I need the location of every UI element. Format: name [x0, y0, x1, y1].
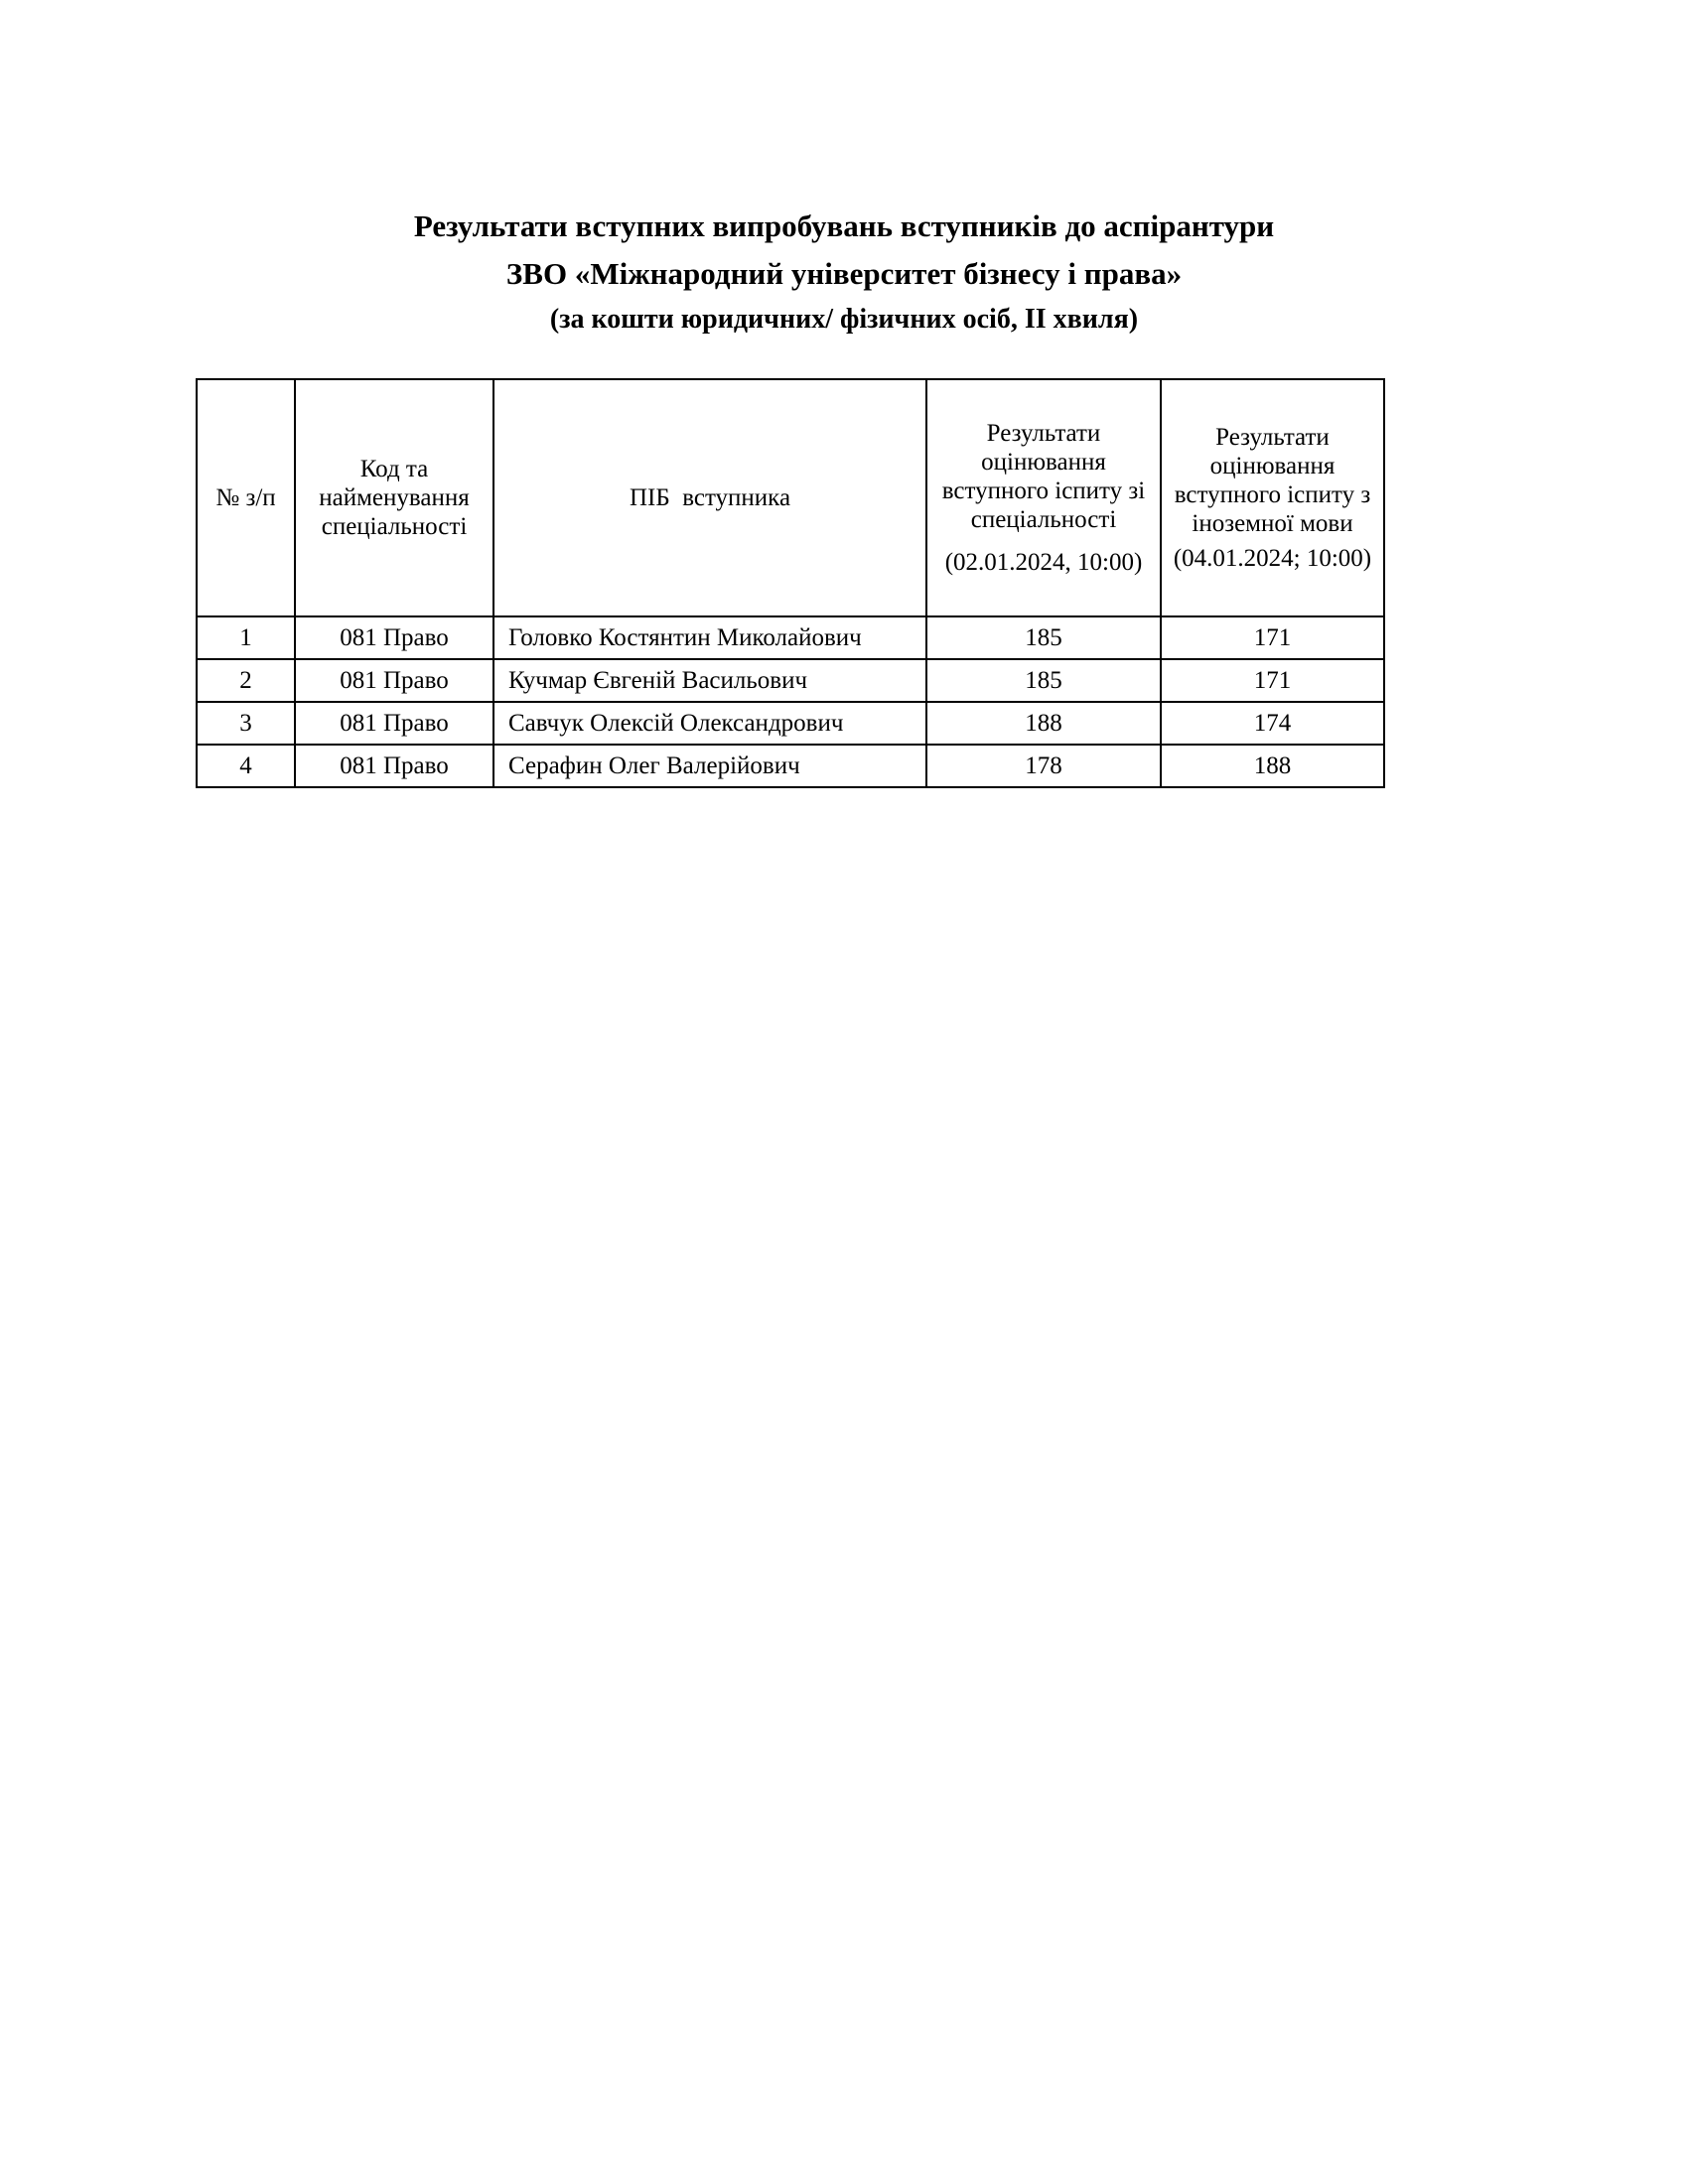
cell-exam-language: 174	[1161, 702, 1384, 745]
header-exam-language	[1161, 379, 1384, 616]
cell-exam-language: 188	[1161, 745, 1384, 787]
cell-number: 3	[197, 702, 295, 745]
cell-number: 4	[197, 745, 295, 787]
cell-exam-language: 171	[1161, 659, 1384, 702]
header-exam-specialty	[926, 379, 1161, 616]
header-name	[493, 379, 926, 616]
cell-specialty: 081 Право	[295, 659, 493, 702]
cell-name: Головко Костянтин Миколайович	[493, 616, 926, 659]
table-row	[197, 659, 1384, 702]
header-exam-specialty-label: Результати оцінювання вступного іспиту зі спеціальності	[941, 420, 1146, 533]
header-number-label: № з/п	[215, 484, 276, 511]
header-specialty-label: Код та найменування спеціальності	[319, 456, 470, 540]
header-specialty	[295, 379, 493, 616]
table-row	[197, 745, 1384, 787]
table-row	[197, 702, 1384, 745]
cell-exam-specialty: 185	[926, 616, 1161, 659]
results-table	[196, 378, 1385, 788]
table-row	[197, 616, 1384, 659]
cell-exam-specialty: 178	[926, 745, 1161, 787]
cell-exam-specialty: 188	[926, 702, 1161, 745]
header-number	[197, 379, 295, 616]
title-line-2: ЗВО «Міжнародний університет бізнесу і права»	[505, 256, 1183, 291]
cell-exam-specialty: 185	[926, 659, 1161, 702]
header-exam-specialty-date: (02.01.2024, 10:00)	[944, 549, 1143, 576]
header-name-label: ПІБ вступника	[629, 484, 791, 511]
title-line-1: Результати вступних випробувань вступників до аспірантури	[413, 208, 1275, 243]
cell-number: 2	[197, 659, 295, 702]
header-exam-language-date: (04.01.2024; 10:00)	[1173, 545, 1372, 572]
document-title	[0, 203, 1688, 341]
cell-number: 1	[197, 616, 295, 659]
table-header-row	[197, 379, 1384, 616]
header-exam-language-label: Результати оцінювання вступного іспиту з іноземної мови	[1174, 424, 1371, 537]
cell-name: Кучмар Євгеній Васильович	[493, 659, 926, 702]
cell-specialty: 081 Право	[295, 702, 493, 745]
cell-name: Серафин Олег Валерійович	[493, 745, 926, 787]
cell-name: Савчук Олексій Олександрович	[493, 702, 926, 745]
cell-specialty: 081 Право	[295, 745, 493, 787]
cell-exam-language: 171	[1161, 616, 1384, 659]
title-line-3: (за кошти юридичних/ фізичних осіб, ІІ хвиля)	[549, 304, 1139, 335]
cell-specialty: 081 Право	[295, 616, 493, 659]
